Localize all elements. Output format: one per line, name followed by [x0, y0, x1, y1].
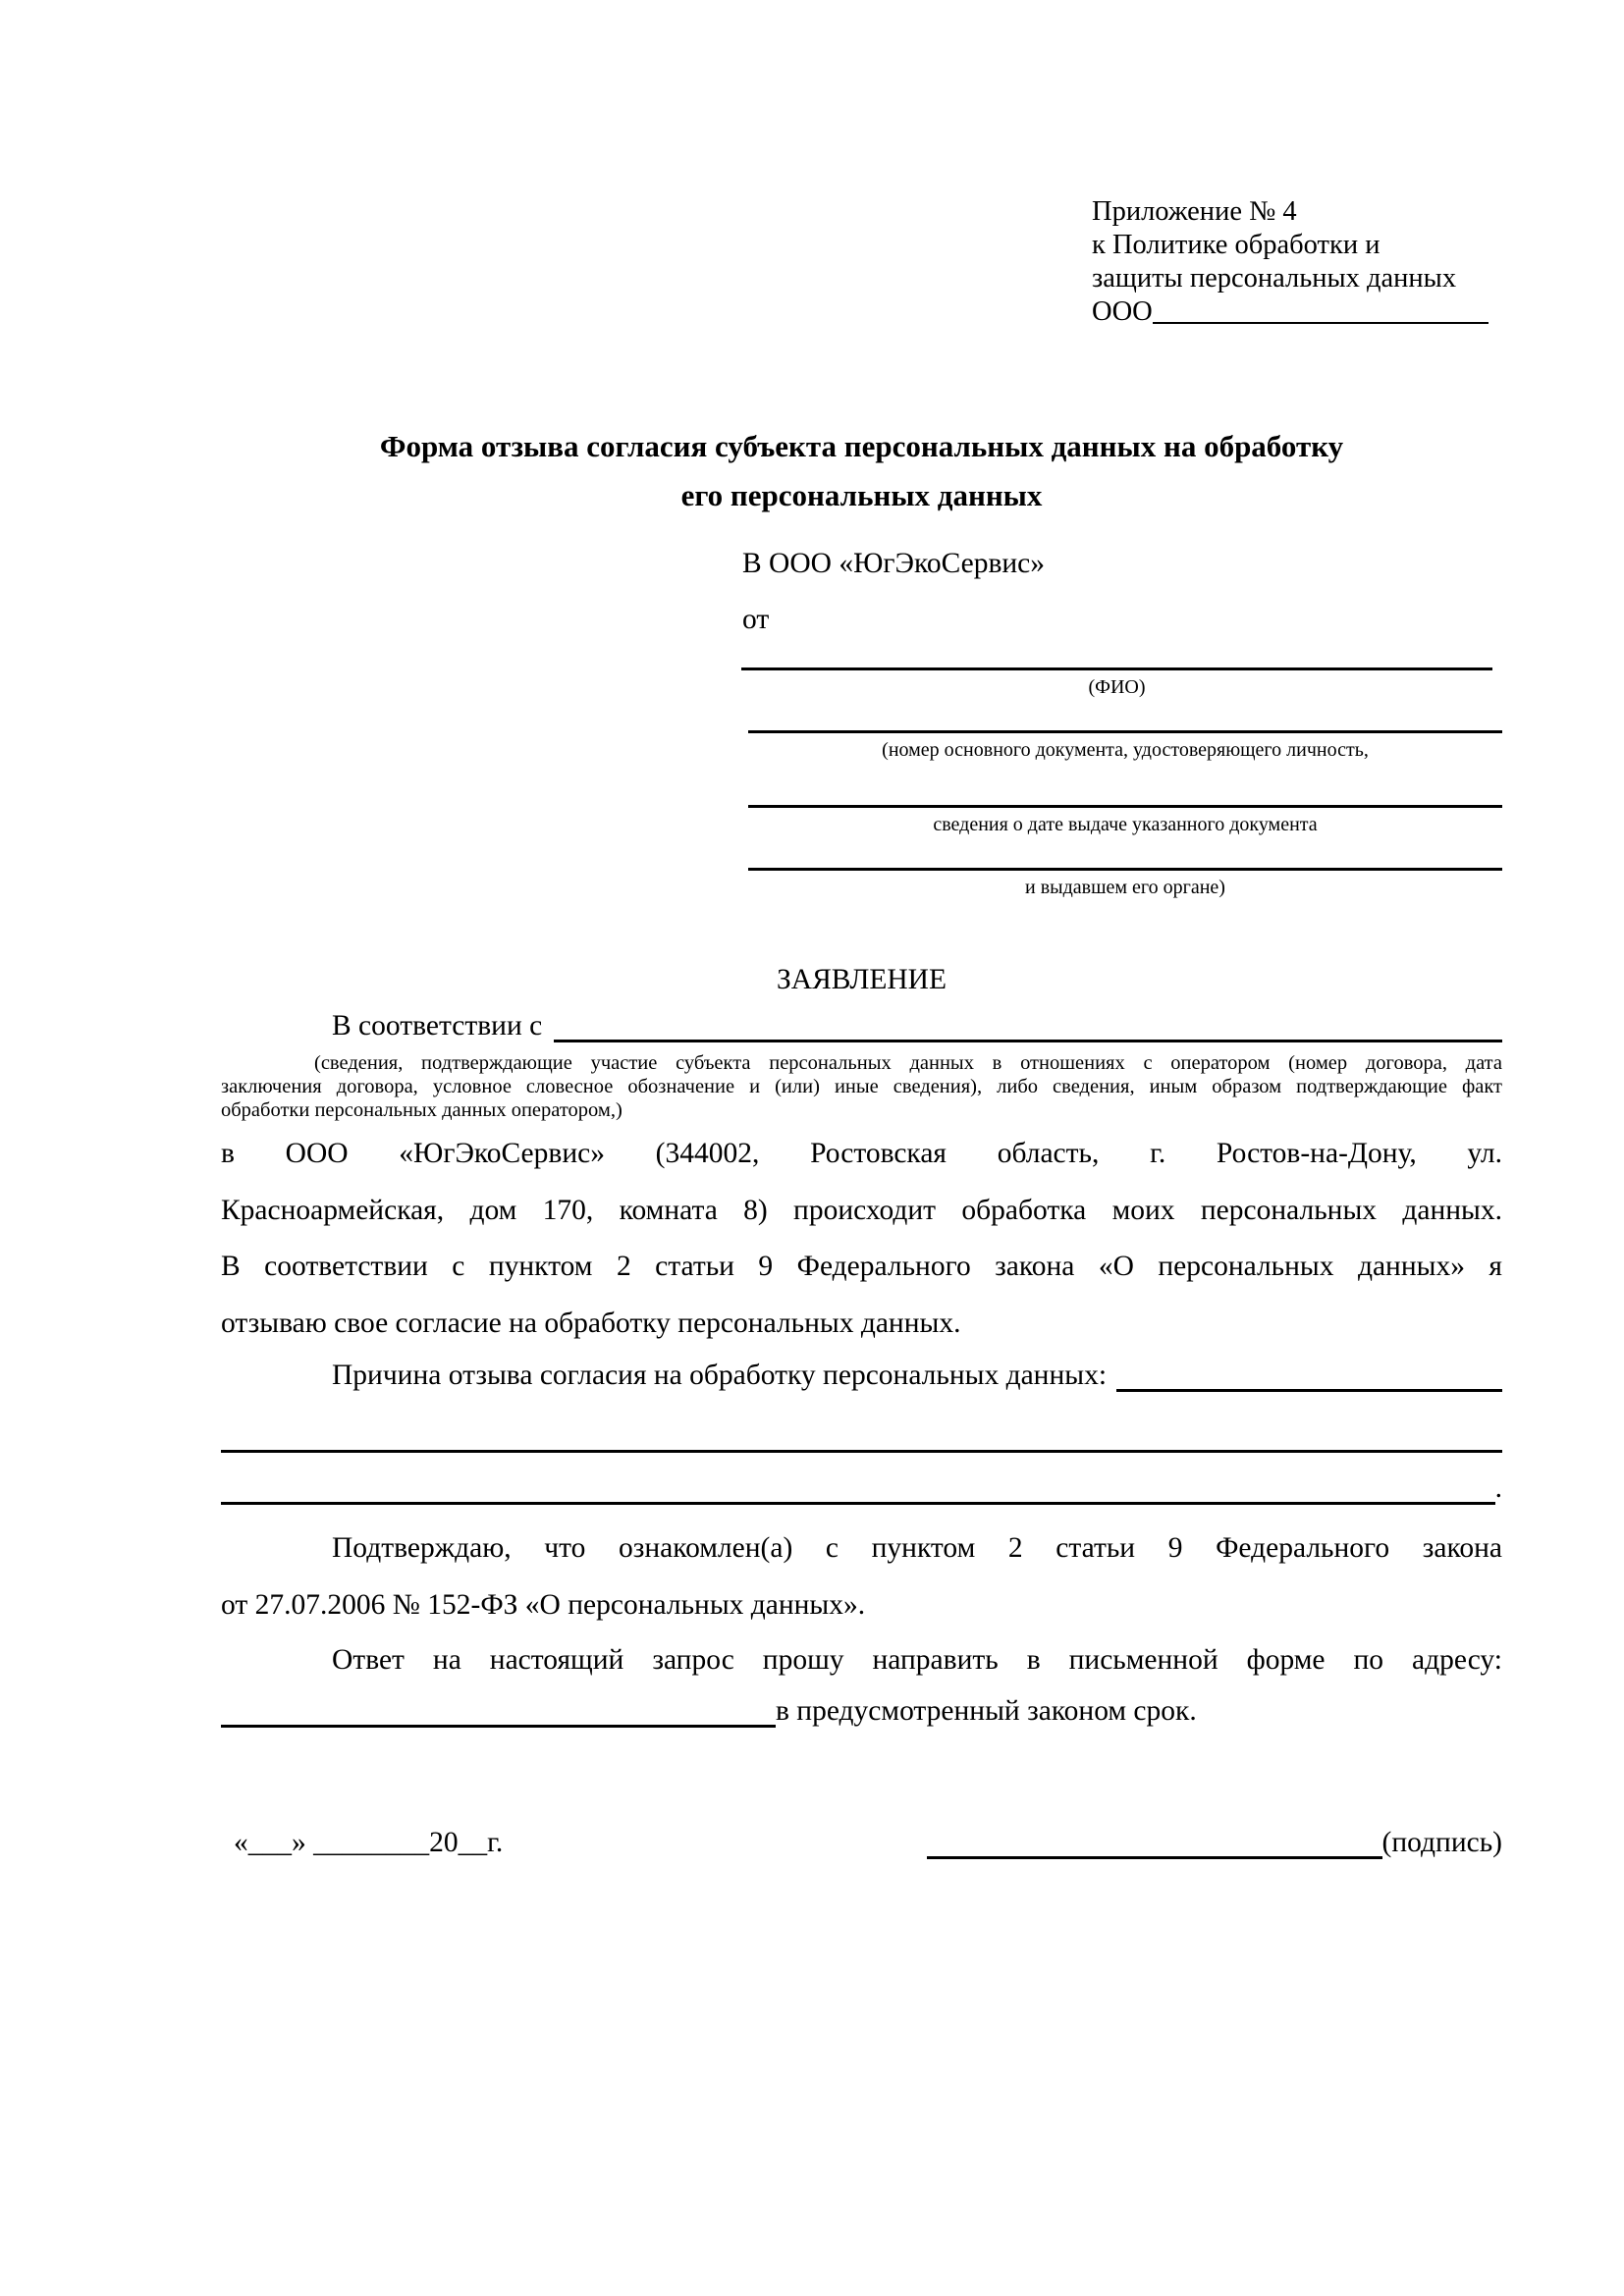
annex-ooo-blank-line [1153, 322, 1489, 324]
annex-note-line: Приложение № 4 [1092, 196, 1297, 227]
confirmation-line: от 27.07.2006 № 152-ФЗ «О персональных данных». [221, 1588, 866, 1621]
annex-note-line: защиты персональных данных [1092, 263, 1457, 294]
body-line: Красноармейская, дом 170, комната 8) происходит обработка моих персональных данных. [221, 1194, 1502, 1226]
body-paragraph [221, 1126, 1502, 1352]
reason-blank-row-3 [221, 1466, 1502, 1511]
fio-blank-line [741, 667, 1492, 670]
reply-request-line [221, 1632, 1502, 1689]
reason-blank-line [1116, 1389, 1502, 1392]
footnote-line: обработки персональных данных оператором,) [221, 1099, 623, 1121]
doc-issuer-caption: и выдавшем его органе) [1025, 877, 1225, 898]
signature-row [927, 1820, 1502, 1865]
doc-date-caption: сведения о дате выдаче указанного документа [933, 814, 1318, 835]
footnote-line: (сведения, подтверждающие участие субъекта персональных данных в отношениях с оператором (номер договора, дата [314, 1052, 1502, 1074]
annex-note-line: к Политике обработки и [1092, 230, 1380, 260]
intro-blank-line [554, 1040, 1502, 1042]
annex-ooo-row [1092, 295, 1489, 329]
reason-prefix: Причина отзыва согласия на обработку персональных данных: [332, 1360, 1108, 1391]
signature-caption: (подпись) [1381, 1827, 1502, 1858]
annex-note [1092, 195, 1489, 329]
doc-issuer-blank-line [748, 868, 1502, 871]
doc-date-blank-line [748, 805, 1502, 808]
document-title-line: его персональных данных [680, 478, 1043, 512]
reply-request-suffix: в предусмотренный законом срок. [776, 1695, 1197, 1727]
reason-blank-line-2 [221, 1450, 1502, 1453]
sentence-period: . [1494, 1472, 1502, 1504]
date-blank: «___» ________20__г. [234, 1827, 504, 1858]
addressee-from-label: от [742, 604, 770, 635]
document-title-line: Форма отзыва согласия субъекта персональных данных на обработку [379, 429, 1344, 463]
footnote [221, 1051, 1502, 1122]
body-line: В соответствии с пунктом 2 статьи 9 Федерального закона «О персональных данных» я [221, 1251, 1502, 1282]
intro-row [221, 1003, 1502, 1048]
fio-caption: (ФИО) [1088, 676, 1146, 698]
confirmation-paragraph [221, 1521, 1502, 1633]
body-line: в ООО «ЮгЭкоСервис» (344002, Ростовская область, г. Ростов-на-Дону, ул. [221, 1138, 1502, 1169]
intro-prefix: В соответствии с [332, 1010, 543, 1041]
document-title [221, 422, 1502, 520]
addressee-to: В ООО «ЮгЭкоСервис» [742, 548, 1046, 579]
body-line: отзываю свое согласие на обработку персональных данных. [221, 1307, 961, 1339]
reason-row [221, 1353, 1502, 1398]
doc-number-caption: (номер основного документа, удостоверяющего личность, [882, 739, 1369, 761]
reply-address-row [221, 1688, 1502, 1734]
signature-blank-line [927, 1856, 1382, 1859]
footnote-line: заключения договора, условное словесное обозначение и (или) иные сведения), либо сведения, иным образом подтверждающие факт [221, 1076, 1502, 1097]
doc-number-blank-line [748, 730, 1502, 733]
reply-request-text: Ответ на настоящий запрос прошу направить в письменной форме по адресу: [332, 1644, 1502, 1676]
statement-heading: ЗАЯВЛЕНИЕ [777, 964, 947, 995]
address-blank-line [221, 1725, 776, 1728]
confirmation-line: Подтверждаю, что ознакомлен(а) с пунктом 2 статьи 9 Федерального закона [332, 1532, 1502, 1564]
reason-blank-line-3 [221, 1502, 1495, 1505]
annex-ooo-label: ООО [1092, 296, 1153, 327]
